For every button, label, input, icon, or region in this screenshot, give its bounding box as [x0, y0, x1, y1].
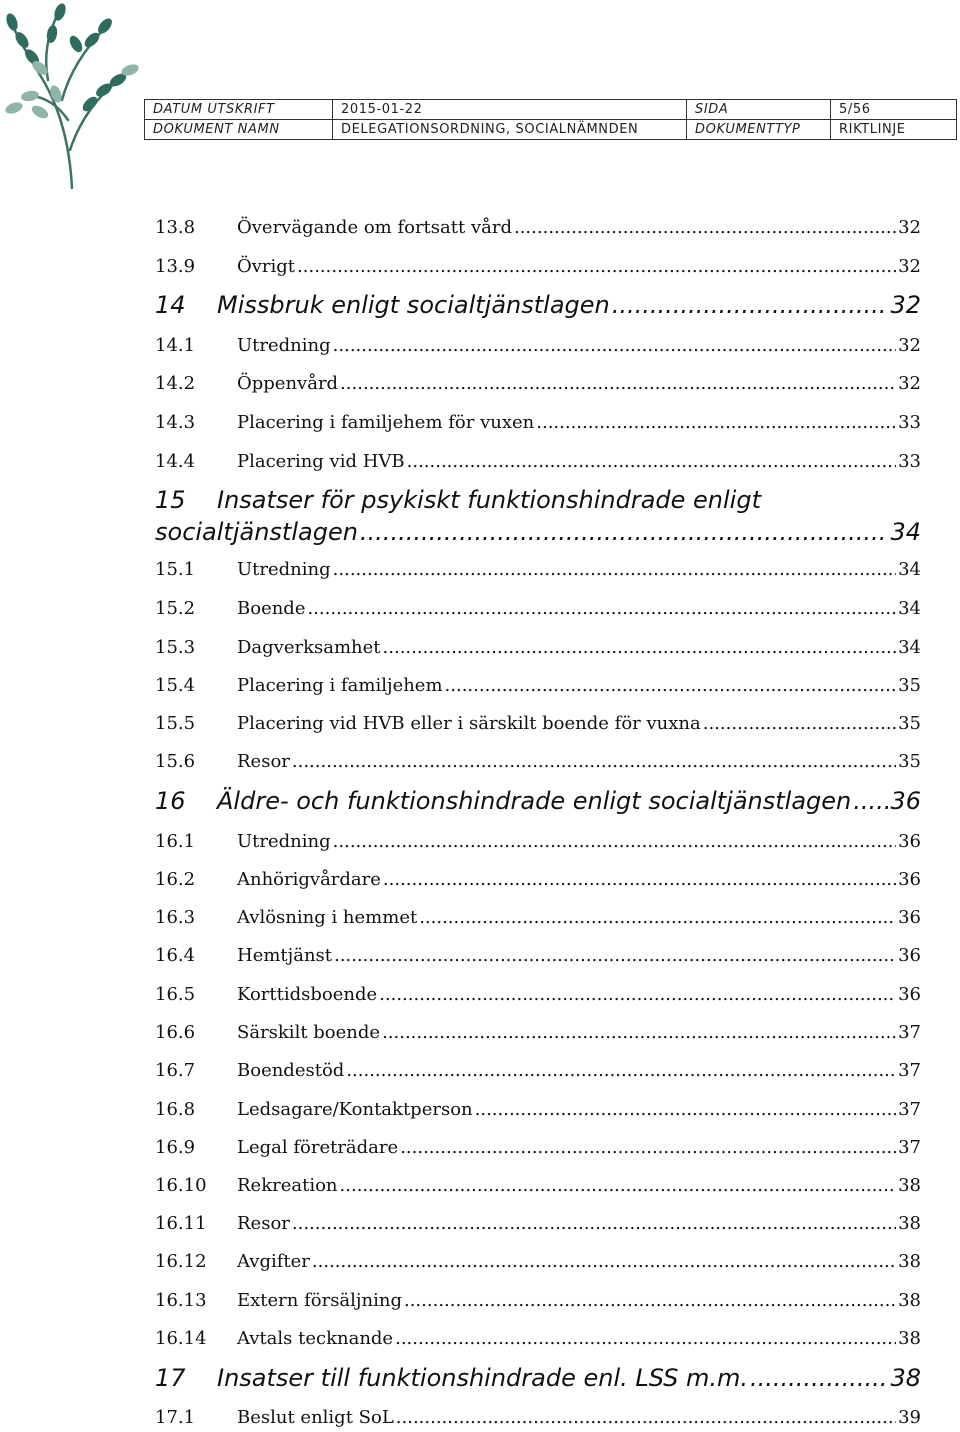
toc-entry-number: 17.1: [155, 1407, 196, 1428]
toc-entry-number: 14.3: [155, 412, 196, 433]
toc-entry-title: Korttidsboende: [237, 984, 378, 1005]
toc-entry-number: 16.12: [155, 1251, 207, 1272]
toc-entry-page: 38: [898, 1251, 921, 1272]
toc-chapter-page: 36: [890, 787, 921, 815]
toc-entry[interactable]: [155, 1098, 921, 1122]
toc-entry-page: 36: [898, 945, 921, 966]
toc-entry[interactable]: [155, 411, 921, 435]
toc-entry[interactable]: [155, 983, 921, 1007]
toc-entry[interactable]: [155, 1021, 921, 1045]
toc-entry-title: Legal företrädare: [237, 1137, 399, 1158]
toc-entry-title: Övervägande om fortsatt vård: [237, 217, 512, 238]
toc-entry[interactable]: [155, 1406, 921, 1430]
toc-entry-number: 15.2: [155, 598, 196, 619]
toc-entry-title: Särskilt boende: [237, 1022, 381, 1043]
toc-chapter-title: Insatser för psykiskt funktionshindrade enligt: [217, 486, 761, 514]
toc-entry-page: 38: [898, 1175, 921, 1196]
toc-entry[interactable]: [155, 558, 921, 582]
toc-chapter-title: Äldre- och funktionshindrade enligt socialtjänstlagen: [217, 787, 852, 815]
toc-entry-title: Resor: [237, 1213, 290, 1234]
toc-chapter-number: 17: [155, 1364, 186, 1392]
toc-entry[interactable]: [155, 636, 921, 660]
toc-entry-number: 16.4: [155, 945, 196, 966]
toc-entry-title: Hemtjänst: [237, 945, 333, 966]
toc-entry-page: 33: [898, 451, 921, 472]
toc-entry-number: 16.13: [155, 1290, 207, 1311]
toc-entry[interactable]: [155, 450, 921, 474]
toc-chapter-number: 15: [155, 486, 186, 514]
document-type-label: DOKUMENTTYP: [687, 120, 831, 140]
toc-entry-title: Extern försäljning: [237, 1290, 402, 1311]
toc-chapter-title: Missbruk enligt socialtjänstlagen: [217, 291, 610, 319]
toc-entry-number: 16.10: [155, 1175, 207, 1196]
toc-entry[interactable]: [155, 1327, 921, 1351]
date-label: DATUM UTSKRIFT: [145, 100, 333, 120]
toc-entry-number: 16.1: [155, 831, 196, 852]
toc-entry-page: 35: [898, 713, 921, 734]
toc-entry-page: 37: [898, 1060, 921, 1081]
toc-chapter[interactable]: [155, 785, 921, 817]
toc-entry[interactable]: [155, 712, 921, 736]
toc-entry[interactable]: [155, 944, 921, 968]
toc-entry-page: 36: [898, 907, 921, 928]
toc-entry[interactable]: [155, 674, 921, 698]
toc-chapter-number: 16: [155, 787, 186, 815]
toc-entry[interactable]: [155, 830, 921, 854]
toc-entry-title: Placering vid HVB: [237, 451, 405, 472]
toc-entry-page: 38: [898, 1213, 921, 1234]
toc-entry-page: 33: [898, 412, 921, 433]
toc-entry[interactable]: [155, 868, 921, 892]
toc-entry-page: 36: [898, 831, 921, 852]
toc-entry-title: Utredning: [237, 335, 331, 356]
toc-entry[interactable]: [155, 1059, 921, 1083]
toc-entry-title: Avtals tecknande: [237, 1328, 394, 1349]
date-value: 2015-01-22: [333, 100, 687, 120]
header-row-1: [145, 100, 957, 120]
toc-entry-number: 14.4: [155, 451, 196, 472]
toc-entry-title: Utredning: [237, 831, 331, 852]
toc-entry-page: 32: [898, 373, 921, 394]
toc-entry-page: 32: [898, 335, 921, 356]
toc-entry-number: 16.7: [155, 1060, 196, 1081]
page-label: SIDA: [687, 100, 831, 120]
toc-entry[interactable]: [155, 216, 921, 240]
toc-chapter[interactable]: [155, 289, 921, 321]
toc-entry[interactable]: [155, 1250, 921, 1274]
document-header-table: [144, 99, 957, 140]
toc-entry-title: Ledsagare/Kontaktperson: [237, 1099, 473, 1120]
toc-entry-page: 35: [898, 751, 921, 772]
toc-entry[interactable]: [155, 750, 921, 774]
header-row-2: [145, 120, 957, 140]
toc-entry-number: 15.1: [155, 559, 196, 580]
toc-chapter-title-cont: socialtjänstlagen: [155, 518, 358, 546]
toc-entry[interactable]: [155, 906, 921, 930]
toc-entry-number: 15.5: [155, 713, 196, 734]
toc-chapter[interactable]: [155, 1362, 921, 1394]
toc-entry-number: 16.2: [155, 869, 196, 890]
toc-entry-page: 32: [898, 256, 921, 277]
toc-entry-number: 16.5: [155, 984, 196, 1005]
toc-entry-page: 35: [898, 675, 921, 696]
toc-chapter-page: 34: [890, 518, 921, 546]
toc-entry-title: Dagverksamhet: [237, 637, 381, 658]
toc-entry-page: 34: [898, 559, 921, 580]
toc-entry-title: Placering i familjehem för vuxen: [237, 412, 535, 433]
toc-chapter-number: 14: [155, 291, 186, 319]
toc-entry-number: 16.3: [155, 907, 196, 928]
toc-entry-page: 38: [898, 1328, 921, 1349]
page-value: 5/56: [831, 100, 957, 120]
toc-entry-page: 34: [898, 598, 921, 619]
toc-entry-page: 37: [898, 1099, 921, 1120]
toc-entry-title: Avlösning i hemmet: [237, 907, 418, 928]
toc-entry-number: 15.6: [155, 751, 196, 772]
toc-entry-title: Anhörigvårdare: [237, 869, 381, 890]
toc-entry[interactable]: [155, 1212, 921, 1236]
toc-entry-number: 16.8: [155, 1099, 196, 1120]
toc-entry-page: 38: [898, 1290, 921, 1311]
toc-entry-page: 34: [898, 637, 921, 658]
toc-entry[interactable]: [155, 334, 921, 358]
toc-entry-number: 16.6: [155, 1022, 196, 1043]
toc-entry-number: 14.1: [155, 335, 196, 356]
toc-entry-title: Boendestöd: [237, 1060, 345, 1081]
toc-chapter-page: 38: [890, 1364, 921, 1392]
toc-entry-number: 16.11: [155, 1213, 207, 1234]
document-name-value: DELEGATIONSORDNING, SOCIALNÄMNDEN: [333, 120, 687, 140]
toc-chapter-page: 32: [890, 291, 921, 319]
toc-entry-title: Boende: [237, 598, 306, 619]
toc-entry-number: 14.2: [155, 373, 196, 394]
leaf-logo-icon: [0, 0, 145, 190]
toc-entry-title: Utredning: [237, 559, 331, 580]
toc-entry-page: 37: [898, 1022, 921, 1043]
toc-chapter[interactable]: [155, 484, 921, 548]
toc-entry-title: Rekreation: [237, 1175, 338, 1196]
toc-entry[interactable]: [155, 1136, 921, 1160]
document-name-label: DOKUMENT NAMN: [145, 120, 333, 140]
toc-entry-number: 13.8: [155, 217, 196, 238]
toc-entry-title: Placering i familjehem: [237, 675, 443, 696]
toc-entry-page: 32: [898, 217, 921, 238]
toc-entry-number: 15.4: [155, 675, 196, 696]
toc-entry-page: 36: [898, 869, 921, 890]
toc-entry-number: 16.14: [155, 1328, 207, 1349]
toc-entry-page: 39: [898, 1407, 921, 1428]
toc-entry[interactable]: [155, 597, 921, 621]
toc-entry-number: 15.3: [155, 637, 196, 658]
toc-entry-title: Beslut enligt SoL: [237, 1407, 394, 1428]
toc-entry[interactable]: [155, 255, 921, 279]
toc-entry-title: Avgifter: [237, 1251, 310, 1272]
toc-entry-page: 36: [898, 984, 921, 1005]
toc-entry-title: Övrigt: [237, 256, 296, 277]
toc-entry[interactable]: [155, 1174, 921, 1198]
document-type-value: RIKTLINJE: [831, 120, 957, 140]
toc-entry[interactable]: [155, 372, 921, 396]
toc-entry-number: 16.9: [155, 1137, 196, 1158]
toc-entry-title: Placering vid HVB eller i särskilt boende för vuxna: [237, 713, 701, 734]
toc-entry[interactable]: [155, 1289, 921, 1313]
toc-entry-title: Öppenvård: [237, 373, 339, 394]
toc-entry-number: 13.9: [155, 256, 196, 277]
toc-entry-page: 37: [898, 1137, 921, 1158]
toc-chapter-title: Insatser till funktionshindrade enl. LSS m.m.: [217, 1364, 749, 1392]
toc-entry-title: Resor: [237, 751, 290, 772]
